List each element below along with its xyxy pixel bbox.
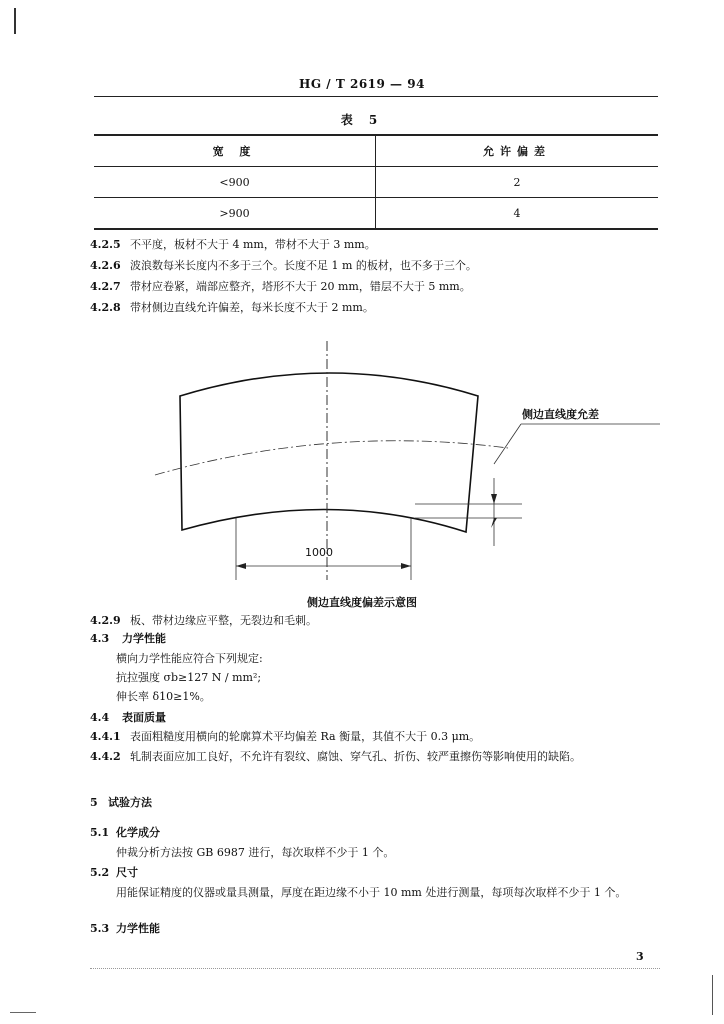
dimension-arrow-right bbox=[401, 563, 411, 569]
figure-caption: 侧边直线度偏差示意图 bbox=[307, 596, 417, 609]
clause-number: 4.4.1 bbox=[90, 730, 121, 743]
table-row bbox=[94, 198, 658, 230]
curved-center-line bbox=[155, 441, 508, 475]
clause-number: 4.2.8 bbox=[90, 301, 121, 314]
clause-4-2-8 bbox=[90, 301, 374, 315]
section-number: 4.4 bbox=[90, 711, 110, 724]
tensile-strength: 抗拉强度 σb≥127 N / mm²; bbox=[116, 671, 262, 684]
standard-code-header: HG / T 2619 — 94 bbox=[299, 77, 425, 91]
table-cell-width: >900 bbox=[94, 198, 376, 230]
table-header-row bbox=[94, 135, 658, 167]
scan-edge-mark bbox=[14, 8, 16, 34]
clause-4-2-7 bbox=[90, 280, 471, 294]
section-title: 尺寸 bbox=[116, 866, 138, 879]
section-5-1-text: 仲裁分析方法按 GB 6987 进行，每次取样不少于 1 个。 bbox=[116, 846, 395, 859]
section-4-3-heading bbox=[90, 632, 166, 646]
clause-4-4-2 bbox=[90, 750, 660, 764]
section-title: 化学成分 bbox=[116, 826, 160, 839]
mechanical-intro: 横向力学性能应符合下列规定: bbox=[116, 652, 263, 665]
clause-text: 带材侧边直线允许偏差，每米长度不大于 2 mm。 bbox=[130, 301, 374, 314]
section-number: 5.3 bbox=[90, 922, 110, 935]
dimension-label: 1000 bbox=[305, 546, 333, 559]
footer-dotted-line bbox=[90, 968, 660, 969]
page-number: 3 bbox=[636, 950, 644, 963]
clause-number: 4.2.7 bbox=[90, 280, 121, 293]
clause-text: 波浪数每米长度内不多于三个。长度不足 1 m 的板材，也不多于三个。 bbox=[130, 259, 477, 272]
strip-outline bbox=[180, 373, 478, 532]
clause-4-2-5 bbox=[90, 238, 376, 252]
table-cell-tolerance: 4 bbox=[376, 198, 659, 230]
dimension-arrow-left bbox=[236, 563, 246, 569]
section-5-2-heading bbox=[90, 866, 138, 880]
table-title: 表 5 bbox=[340, 113, 384, 127]
section-5-2-text: 用能保证精度的仪器或量具测量，厚度在距边缘不小于 10 mm 处进行测量，每项每次取样不少于 1 个。 bbox=[116, 886, 627, 899]
section-title: 试验方法 bbox=[108, 796, 152, 809]
clause-text: 轧制表面应加工良好，不允许有裂纹、腐蚀、穿气孔、折伤、较严重擦伤等影响使用的缺陷。 bbox=[130, 750, 581, 763]
section-number: 5.1 bbox=[90, 826, 110, 839]
table-cell-tolerance: 2 bbox=[376, 167, 659, 198]
clause-4-4-1 bbox=[90, 730, 480, 744]
section-5-heading bbox=[90, 796, 152, 810]
clause-4-2-6 bbox=[90, 259, 477, 273]
section-5-1-heading bbox=[90, 826, 160, 840]
clause-number: 4.4.2 bbox=[90, 750, 121, 763]
table-header-width: 宽 度 bbox=[94, 135, 376, 167]
section-title: 力学性能 bbox=[122, 632, 166, 645]
leader-line bbox=[494, 424, 521, 464]
section-title: 表面质量 bbox=[122, 711, 166, 724]
tolerance-label: 侧边直线度允差 bbox=[522, 408, 599, 421]
section-number: 4.3 bbox=[90, 632, 110, 645]
clause-number: 4.2.9 bbox=[90, 614, 121, 627]
table-row bbox=[94, 167, 658, 198]
table-cell-width: <900 bbox=[94, 167, 376, 198]
clause-text: 不平度，板材不大于 4 mm，带材不大于 3 mm。 bbox=[130, 238, 376, 251]
clause-4-2-9 bbox=[90, 614, 317, 628]
header-rule bbox=[94, 96, 658, 97]
clause-text: 板、带材边缘应平整，无裂边和毛刺。 bbox=[130, 614, 317, 627]
tolerance-arrow-down bbox=[491, 494, 497, 504]
scan-edge-mark bbox=[10, 1012, 36, 1013]
clause-number: 4.2.6 bbox=[90, 259, 121, 272]
clause-number: 4.2.5 bbox=[90, 238, 121, 251]
table-header-tolerance: 允许偏差 bbox=[376, 135, 659, 167]
section-5-3-heading bbox=[90, 922, 160, 936]
scan-edge-mark bbox=[712, 975, 713, 1015]
section-title: 力学性能 bbox=[116, 922, 160, 935]
section-number: 5.2 bbox=[90, 866, 110, 879]
tolerance-table bbox=[94, 134, 658, 230]
clause-text: 带材应卷紧，端部应整齐，塔形不大于 20 mm，错层不大于 5 mm。 bbox=[130, 280, 471, 293]
clause-text: 表面粗糙度用横向的轮廓算术平均偏差 Ra 衡量，其值不大于 0.3 μm。 bbox=[130, 730, 481, 743]
elongation: 伸长率 δ10≥1%。 bbox=[116, 690, 211, 703]
edge-straightness-figure bbox=[0, 330, 724, 592]
section-4-4-heading bbox=[90, 711, 166, 725]
section-number: 5 bbox=[90, 796, 98, 809]
